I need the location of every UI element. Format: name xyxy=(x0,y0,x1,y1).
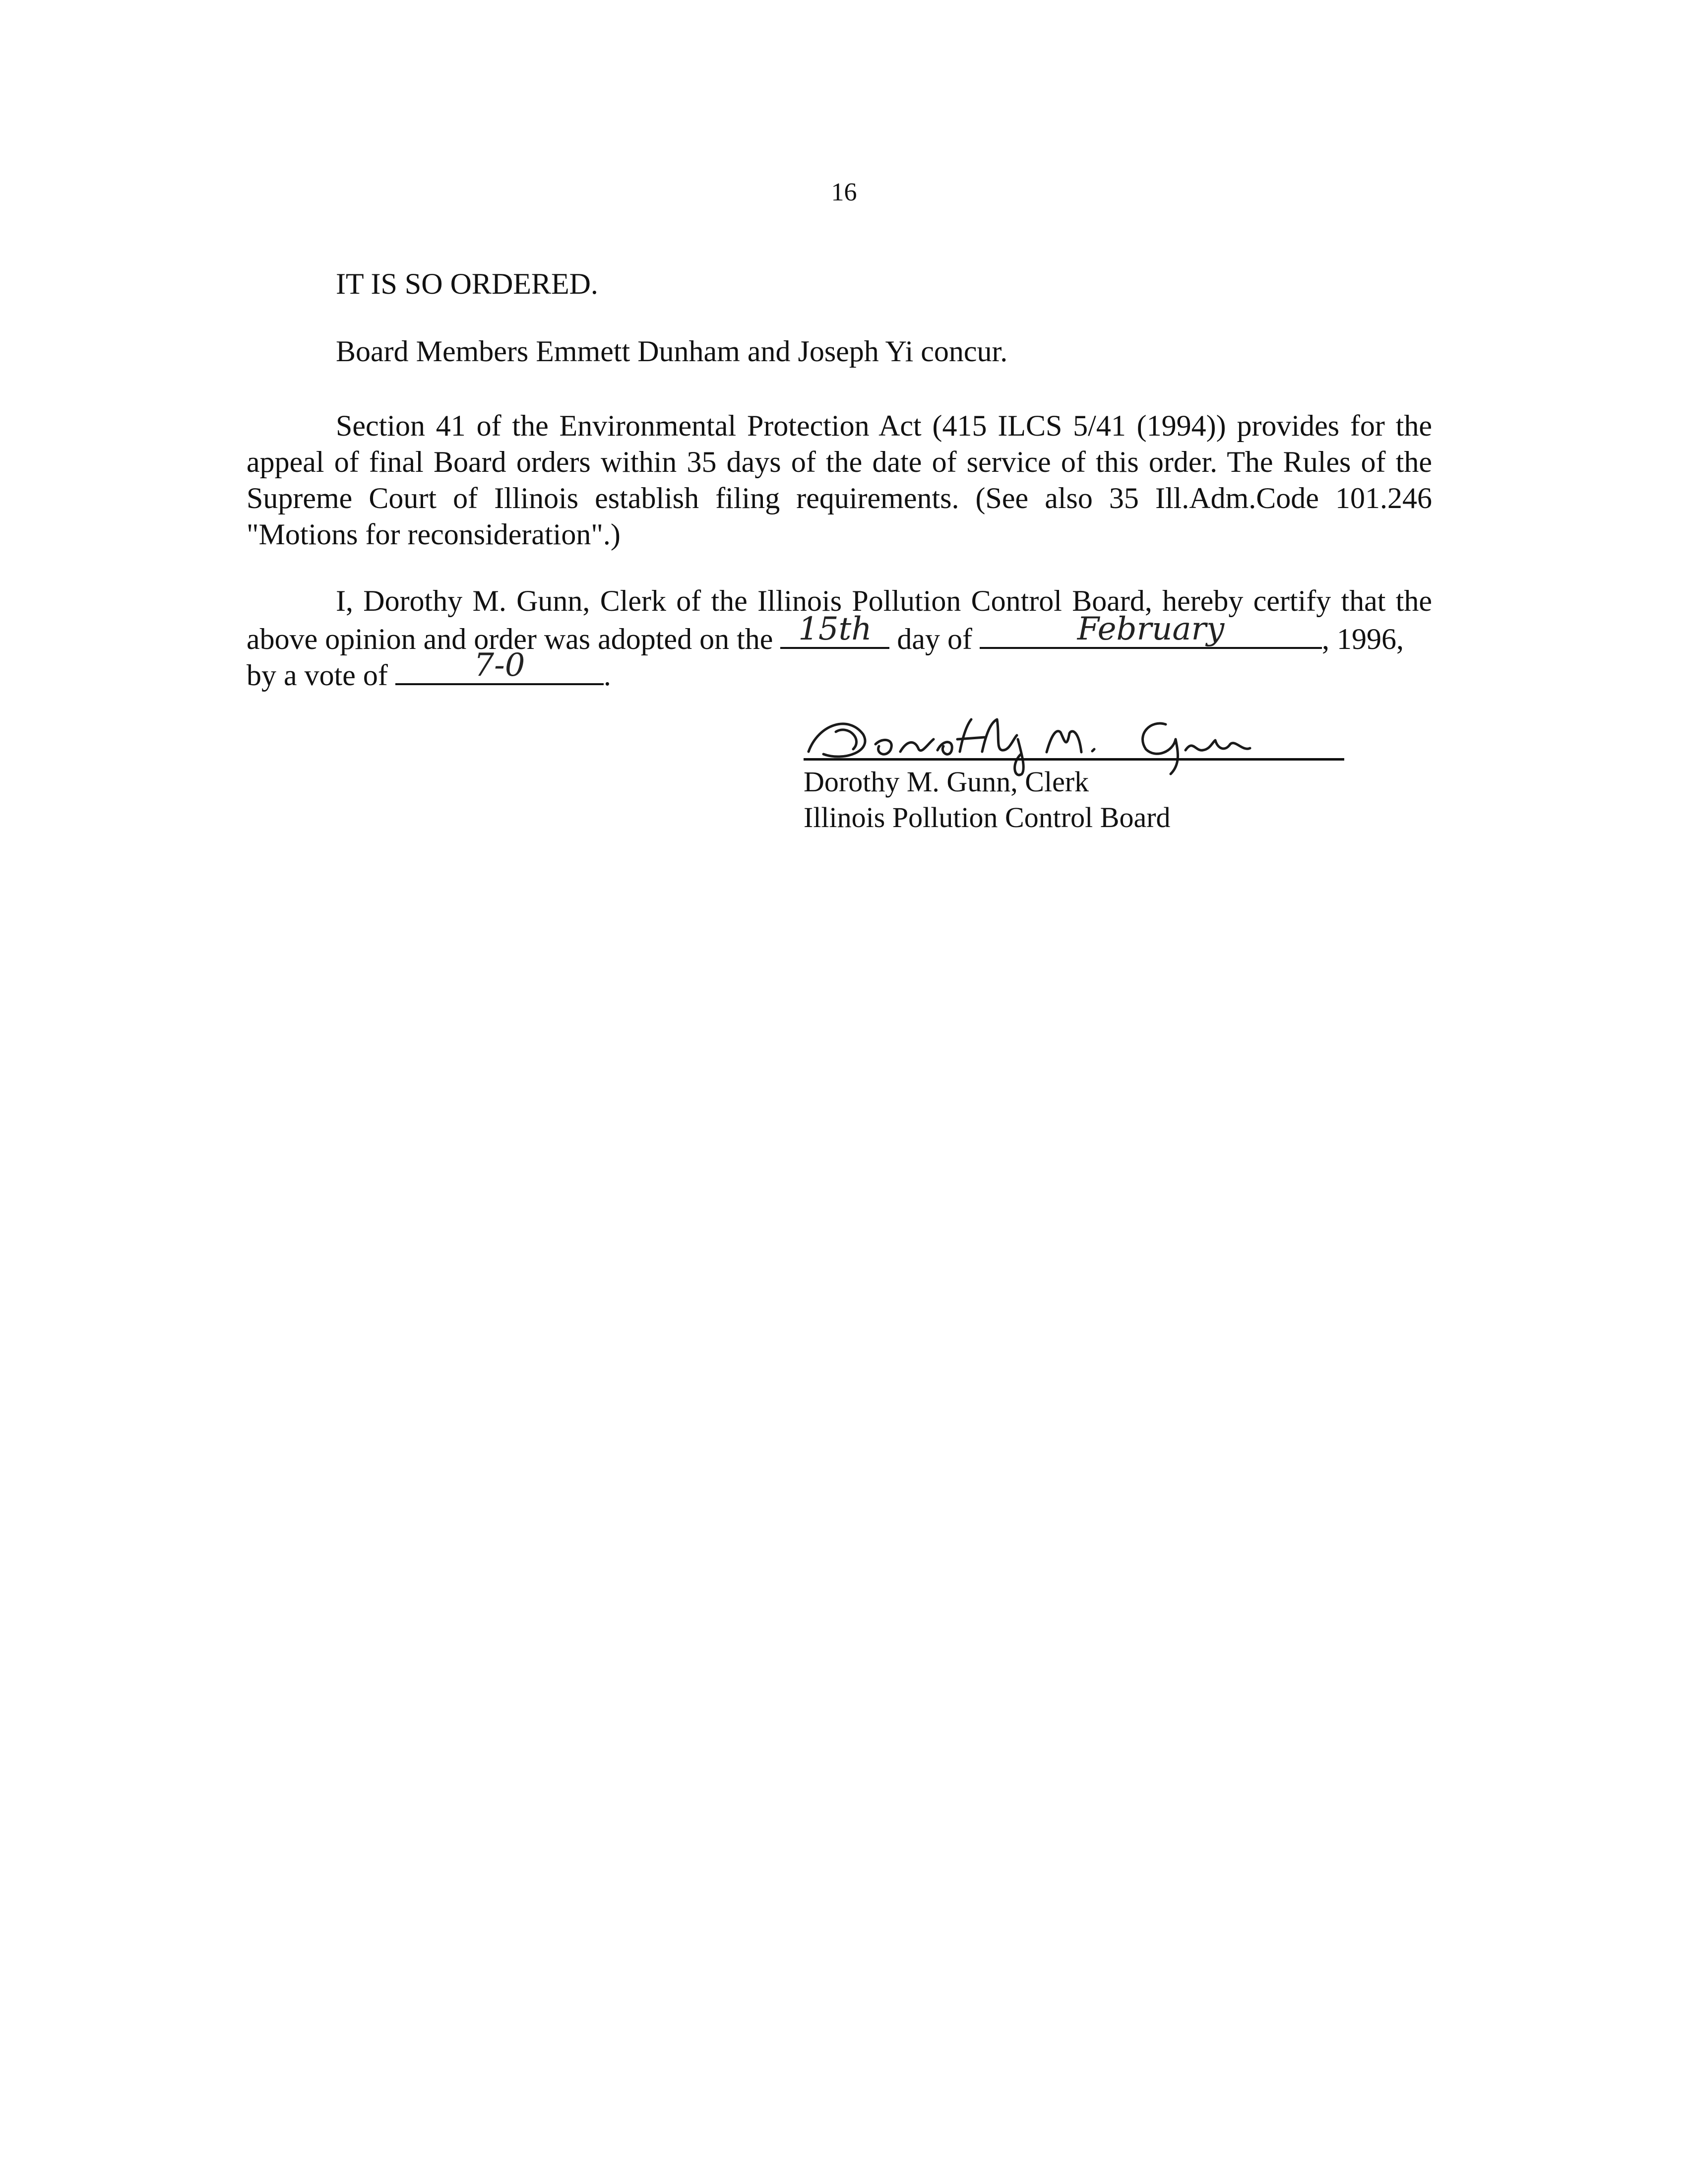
appeal-notice-line: Section 41 of the Environmental Protection Act (415 ILCS 5/41 (1994)) provides for the xyxy=(336,409,1432,442)
appeal-notice-line: appeal of final Board orders within 35 days of the date of service of this order. The Rules of the xyxy=(247,446,1432,478)
page-number: 16 xyxy=(831,178,857,206)
so-ordered-statement: IT IS SO ORDERED. xyxy=(336,267,598,300)
handwritten-vote: 7-0 xyxy=(474,647,525,684)
certification-vote-suffix: . xyxy=(603,659,611,692)
handwritten-day: 15th xyxy=(798,611,872,647)
appeal-notice-line: "Motions for reconsideration".) xyxy=(247,518,621,551)
concurrence-statement: Board Members Emmett Dunham and Joseph Yi concur. xyxy=(336,335,1008,368)
certification-date-suffix: , 1996, xyxy=(1322,623,1404,655)
signature-line xyxy=(804,758,1344,761)
certification-date-prefix: above opinion and order was adopted on the xyxy=(247,623,773,655)
certification-vote-prefix: by a vote of xyxy=(247,659,388,692)
certification-date-mid: day of xyxy=(897,623,972,655)
certification-vote-line xyxy=(247,647,611,693)
vote-blank xyxy=(395,647,604,685)
signatory-name: Dorothy M. Gunn, Clerk xyxy=(804,766,1089,798)
appeal-notice-line: Supreme Court of Illinois establish filing requirements. (See also 35 Ill.Adm.Code 101.246 xyxy=(247,482,1432,514)
month-blank xyxy=(980,611,1322,649)
handwritten-month: February xyxy=(1077,611,1225,647)
day-blank xyxy=(780,611,889,649)
signatory-title: Illinois Pollution Control Board xyxy=(804,801,1171,834)
certification-line: I, Dorothy M. Gunn, Clerk of the Illinois Pollution Control Board, hereby certify that the xyxy=(336,584,1432,617)
